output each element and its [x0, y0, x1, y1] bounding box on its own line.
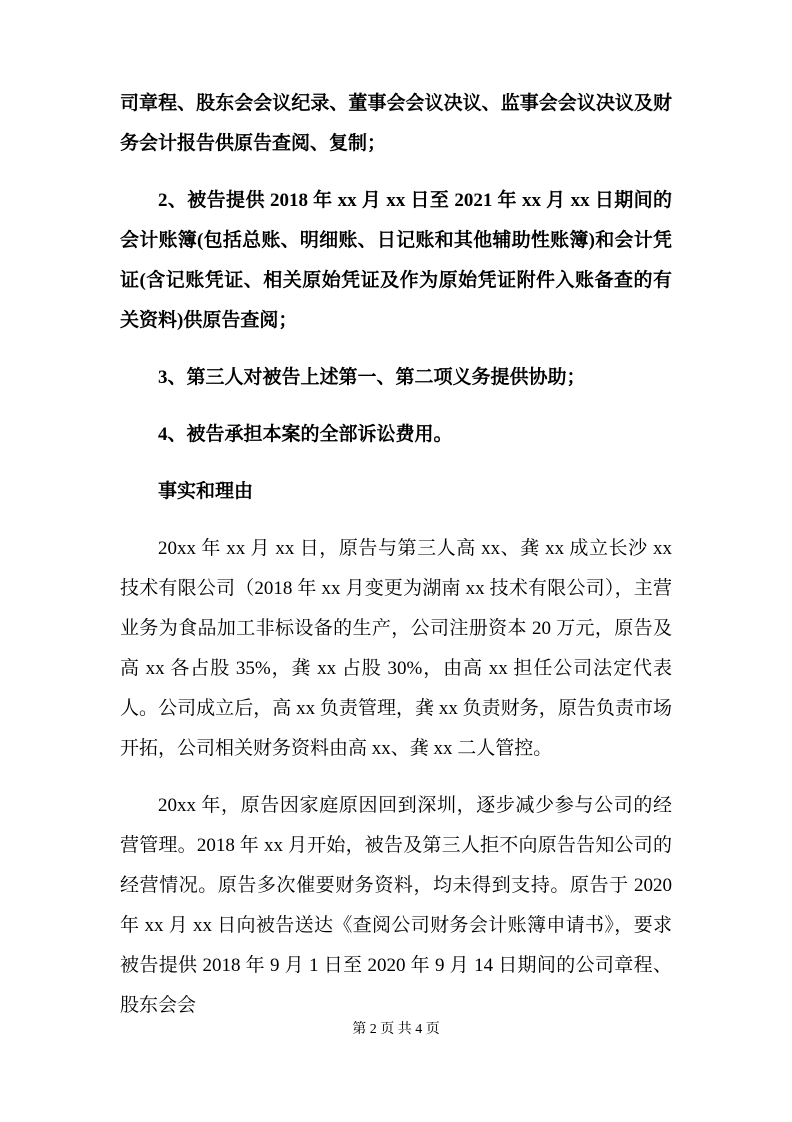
- document-body: [120, 84, 672, 1043]
- claim-item-1-continuation: 司章程、股东会会议纪录、董事会会议决议、监事会会议决议及财务会计报告供原告查阅、复制；: [120, 93, 672, 154]
- page-number-footer: 第 2 页 共 4 页: [352, 1022, 440, 1037]
- facts-paragraph-2: 20xx 年，原告因家庭原因回到深圳，逐步减少参与公司的经营管理。2018 年 xx 月开始，被告及第三人拒不向原告告知公司的经营情况。原告多次催要财务资料，均未得到支持。原告于 2020 年 xx 月 xx 日向被告送达《查阅公司财务会计账簿申请书》，要求被告提供 2018 年 9 月 1 日至 2020 年 9 月 14 日期间的公司章程、股东会会: [120, 795, 672, 1016]
- facts-paragraph-1: 20xx 年 xx 月 xx 日，原告与第三人高 xx、龚 xx 成立长沙 xx 技术有限公司（2018 年 xx 月变更为湖南 xx 技术有限公司），主营业务为食品加工非标设备的生产，公司注册资本 20 万元，原告及高 xx 各占股 35%，龚 xx 占股 30%，由高 xx 担任公司法定代表人。公司成立后，高 xx 负责管理，龚 xx 负责财务，原告负责市场开拓，公司相关财务资料由高 xx、龚 xx 二人管控。: [120, 538, 672, 759]
- claim-item-2: 2、被告提供 2018 年 xx 月 xx 日至 2021 年 xx 月 xx 日期间的会计账簿(包括总账、明细账、日记账和其他辅助性账簿)和会计凭证(含记账凭证、相关原始凭证及作为原始凭证附件入账备查的有关资料)供原告查阅；: [120, 190, 672, 331]
- claim-item-3: 3、第三人对被告上述第一、第二项义务提供协助；: [158, 367, 586, 388]
- section-heading-facts-and-reasons: 事实和理由: [158, 481, 254, 502]
- claim-item-4: 4、被告承担本案的全部诉讼费用。: [158, 424, 453, 445]
